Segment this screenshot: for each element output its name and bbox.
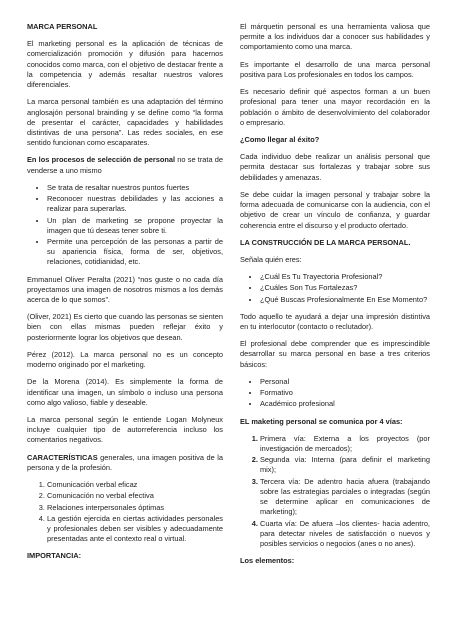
list-item: • ¿Qué Buscas Profesionalmente En Ese Momento? [260,295,430,305]
list-item: 4. Cuarta vía: De afuera –los clientes- hacia adentro, para detectar niveles de satisfacción o nuevos y posibles servicios o negocios (anes o no anes). [260,519,430,550]
paragraph-rest: no se trata de venderse a uno mismo [27,155,224,175]
paragraph: El marketing personal es la aplicación de técnicas de comercialización promoción y difusión para hacernos conocidos como marca, con el objetivo de destacar frente a la competencia y además resaltar nuestros valores diferenciales. [27,39,223,90]
list-item: 3. Relaciones interpersonales óptimas [47,503,223,513]
paragraph: Todo aquello te ayudará a dejar una impresión distintiva en tu interlocutor (contacto o reclutador). [240,311,430,332]
paragraph-rest: generales, una imagen positiva de la persona y de la profesión. [27,452,223,472]
paragraph: El profesional debe comprender que es imprescindible desarrollar su marca personal en base a tres criterios básicos: [240,339,430,369]
right-column [240,22,430,573]
section-title-construccion: LA CONSTRUCCIÓN DE LA MARCA PERSONAL. [240,237,411,247]
bullet-list [27,183,223,268]
section-title-elementos: Los elementos: [240,556,295,566]
list-item: 2. Segunda vía: Interna (para definir el marketing mix); [260,455,430,475]
paragraph: Es necesario definir qué aspectos forman a un buen profesional para tener una mayor recordación en la población o ámbito de desenvolvimiento del colaborador o empresario. [240,87,430,127]
paragraph: La marca personal también es una adaptación del término anglosajón personal brainding y se define como “la forma de presentar el carácter, capacidades y habilidades distintivas de una persona”. Las redes sociales, en ese sentido funcionan como escaparates. [27,97,223,148]
list-item: 4. La gestión ejercida en ciertas actividades personales y profesionales deben ser visibles y adecuadamente presentadas ante el contexto real o virtual. [47,514,223,545]
paragraph: El márquetin personal es una herramienta valiosa que permite a los individuos dar a conocer sus habilidades y comportamiento como una marca. [240,22,430,52]
list-item: • Se trata de resaltar nuestros puntos fuertes [47,183,223,193]
paragraph: Se debe cuidar la imagen personal y trabajar sobre la forma adecuada de comunicarse con la audiencia, con el objetivo de crear un vínculo de confianza, y guardar coherencia entre el discurso y el producto ofertado. [240,189,430,230]
list-item: 1. Primera vía: Externa a los proyectos (por investigación de mercados); [260,434,430,454]
section-title-marca-personal: MARCA PERSONAL [27,22,98,31]
paragraph [27,453,223,473]
list-item: • Un plan de marketing se propone proyectar la imagen que tú deseas tener sobre ti. [47,216,223,236]
list-item: • Académico profesional [260,399,430,409]
list-item: 3. Tercera vía: De adentro hacia afuera (trabajando sobre las estrategias parciales o integradas (según se determine aplicar en comunicaciones de marketing); [260,477,430,518]
subheading-exito: ¿Como llegar al éxito? [240,134,320,144]
bold-lead: CARACTERÍSTICAS [27,452,98,462]
numbered-list [27,480,223,544]
list-item: 1. Comunicación verbal eficaz [47,480,223,490]
section-title-importancia: IMPORTANCIA: [27,551,82,561]
list-item: • ¿Cuál Es Tu Trayectoria Profesional? [260,272,430,282]
paragraph: Pérez (2012). La marca personal no es un concepto moderno originado por el marketing. [27,349,223,370]
paragraph: Señala quién eres: [240,254,302,264]
paragraph: De la Morena (2014). Es simplemente la forma de identificar una imagen, un símbolo o incluso una persona como algo valioso, fiable y deseable. [27,377,223,407]
list-item: • Permite una percepción de las personas a partir de su apariencia física, forma de ser, objetivos, relaciones, cotidianidad, etc. [47,237,223,268]
section-title-vias: EL maketing personal se comunica por 4 vías: [240,416,403,426]
paragraph: Es importante el desarrollo de una marca personal positiva para Los profesionales en todos los campos. [240,59,430,79]
numbered-list [240,434,430,549]
list-item: 2. Comunicación no verbal efectiva [47,491,223,501]
paragraph: Emmanuel Oliver Peralta (2021) “nos guste o no cada día proyectamos una imagen de nosotros mismos a los demás acerca de lo que somos”. [27,274,223,305]
list-item: • Personal [260,377,430,387]
list-item: • Reconocer nuestras debilidades y las acciones a realizar para superarlas. [47,194,223,214]
paragraph: La marca personal según le entiende Logan Molyneux incluye cualquier tipo de autorreferencia incluso los comentarios negativos. [27,415,223,445]
bullet-list [240,272,430,305]
list-item: • ¿Cuáles Son Tus Fortalezas? [260,283,430,293]
list-item: • Formativo [260,388,430,398]
paragraph: (Oliver, 2021) Es cierto que cuando las personas se sienten bien con ellas mismas pueden reflejar éxito y posteriormente lograr los objetivos que desean. [27,312,223,342]
paragraph: Cada individuo debe realizar un análisis personal que permita destacar sus fortalezas y trabajar sobre sus debilidades y amenazas. [240,152,430,182]
bold-lead: En los procesos de selección de personal [27,155,176,165]
bullet-list [240,377,430,410]
left-column [27,22,223,569]
paragraph [27,155,223,175]
